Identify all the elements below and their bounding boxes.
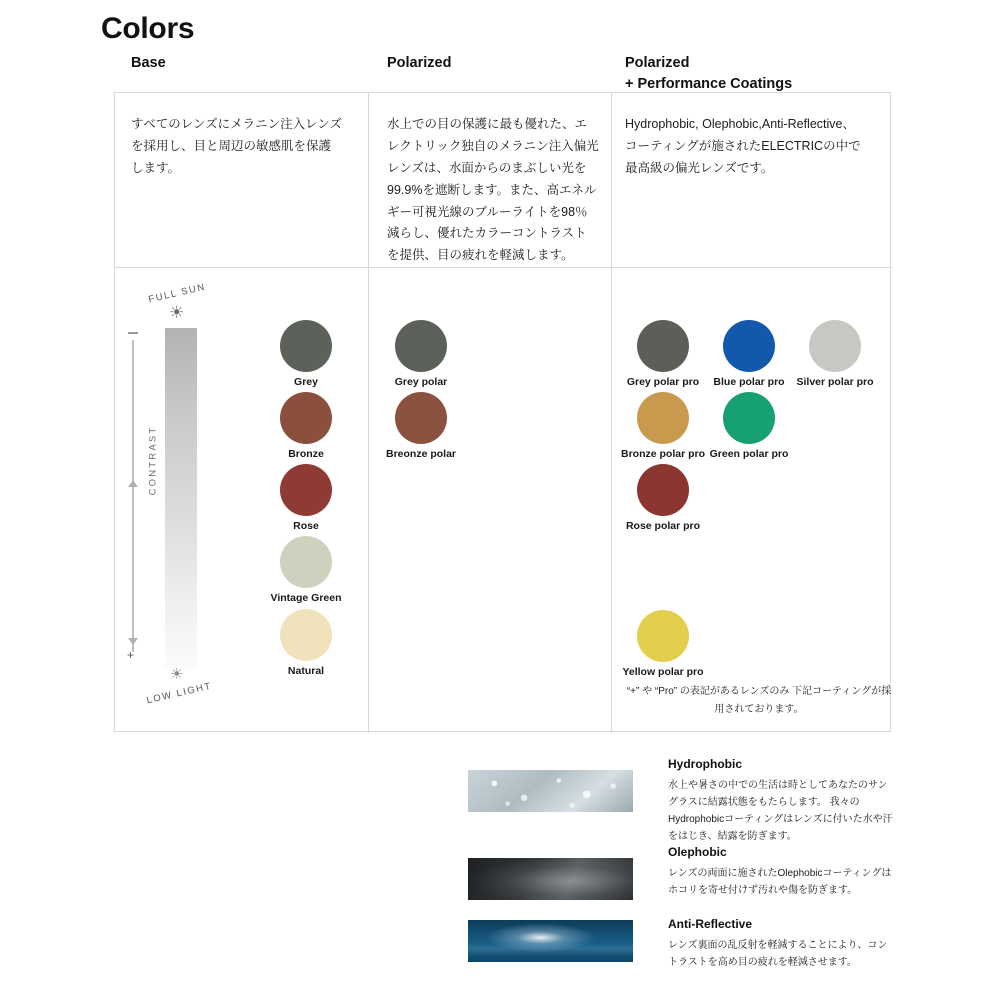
column-heading-polarized: Polarized: [387, 55, 452, 71]
swatch-polarized-pro-0[interactable]: [637, 320, 689, 372]
contrast-axis-tick: [128, 332, 138, 334]
table-divider-1: [368, 93, 369, 733]
table-divider-horizontal: [115, 267, 892, 268]
pro-coating-footnote: “+” や “Pro” の表記があるレンズのみ 下記コーティングが採用されております。: [626, 686, 892, 715]
swatch-base-1[interactable]: [280, 392, 332, 444]
anti-reflective-body: レンズ裏面の乱反射を軽減することにより、コントラストを高め目の疲れを軽減させます。: [668, 940, 888, 968]
description-base: すべてのレンズにメラニン注入レンズを採用し、目と周辺の敏感肌を保護します。: [131, 117, 342, 175]
contrast-axis-line: [132, 340, 134, 652]
swatch-label-polarized-pro-1: Blue polar pro: [713, 376, 785, 388]
swatch-polarized-pro-5[interactable]: [637, 464, 689, 516]
anti-reflective-title: Anti-Reflective: [668, 917, 753, 931]
swatch-polarized-pro-4[interactable]: [723, 392, 775, 444]
swatch-polarized-pro-3[interactable]: [637, 392, 689, 444]
contrast-plus-mark: +: [127, 648, 135, 662]
olephobic-image: [468, 858, 633, 900]
column-heading-polarized-performance: [625, 53, 792, 95]
olephobic-body: レンズの両面に施されたOlephobicコーティングはホコリを寄せ付けず汚れや傷を防ぎます。: [668, 868, 892, 896]
hydrophobic-title: Hydrophobic: [668, 757, 742, 771]
hydrophobic-image: [468, 770, 633, 812]
swatch-polarized-pro-2[interactable]: [809, 320, 861, 372]
contrast-arrow-up-icon: [128, 480, 138, 487]
swatch-base-3[interactable]: [280, 536, 332, 588]
description-polarized: 水上での目の保護に最も優れた、エレクトリック独自のメラニン注入偏光レンズは、水面からのまぶしい光を99.9%を遮断します。また、高エネルギー可視光線のブルーライトを98％減らし、優れたカラーコントラストを提供、目の疲れを軽減します。: [387, 117, 599, 263]
low-light-label: LOW LIGHT: [145, 680, 214, 707]
swatch-label-polarized-pro-3: Bronze polar pro: [620, 448, 706, 460]
olephobic-title: Olephobic: [668, 845, 727, 859]
contrast-axis: [127, 330, 139, 662]
swatch-label-base-4: Natural: [287, 665, 325, 677]
table-divider-2: [611, 93, 612, 733]
swatch-label-base-1: Bronze: [288, 448, 324, 460]
contrast-arrow-down-icon: [128, 638, 138, 645]
hydrophobic-body: 水上や暑さの中での生活は時としてあなたのサングラスに結露状態をもたらします。 我々のHydrophobicコーティングはレンズに付いた水や汗をはじき、結露を防ぎます。: [668, 780, 893, 842]
swatch-base-4[interactable]: [280, 609, 332, 661]
sun-icon-top: ☀: [169, 303, 185, 322]
sun-icon-bottom: ☀: [170, 666, 184, 683]
swatch-label-base-0: Grey: [294, 376, 318, 388]
column-heading-base: Base: [131, 55, 166, 71]
swatch-label-polarized-0: Grey polar: [394, 376, 448, 388]
anti-reflective-image: [468, 920, 633, 962]
contrast-axis-label: CONTRAST: [147, 425, 159, 496]
swatch-label-polarized-pro-5: Rose polar pro: [625, 520, 701, 532]
swatch-label-base-3: Vintage Green: [270, 592, 342, 604]
swatch-label-polarized-pro-2: Silver polar pro: [796, 376, 874, 388]
description-polarized-performance: Hydrophobic, Olephobic,Anti-Reflective、コーティングが施されたELECTRICの中で最高級の偏光レンズです。: [625, 117, 861, 175]
swatch-label-base-2: Rose: [293, 520, 319, 532]
swatch-label-polarized-pro-4: Green polar pro: [709, 448, 789, 460]
contrast-gradient-bar: [165, 328, 197, 668]
swatch-polarized-pro-1[interactable]: [723, 320, 775, 372]
column-heading-line2: + Performance Coatings: [625, 76, 793, 93]
full-sun-label: FULL SUN: [147, 281, 207, 306]
swatch-polarized-0[interactable]: [395, 320, 447, 372]
swatch-label-polarized-pro-0: Grey polar pro: [626, 376, 700, 388]
swatch-base-0[interactable]: [280, 320, 332, 372]
swatch-base-2[interactable]: [280, 464, 332, 516]
column-heading-line1: Polarized: [625, 55, 690, 71]
page-title: Colors: [101, 12, 195, 45]
swatch-label-polarized-pro-6: Yellow polar pro: [622, 666, 704, 678]
swatch-polarized-1[interactable]: [395, 392, 447, 444]
swatch-polarized-pro-6[interactable]: [637, 610, 689, 662]
swatch-label-polarized-1: Breonze polar: [385, 448, 457, 460]
